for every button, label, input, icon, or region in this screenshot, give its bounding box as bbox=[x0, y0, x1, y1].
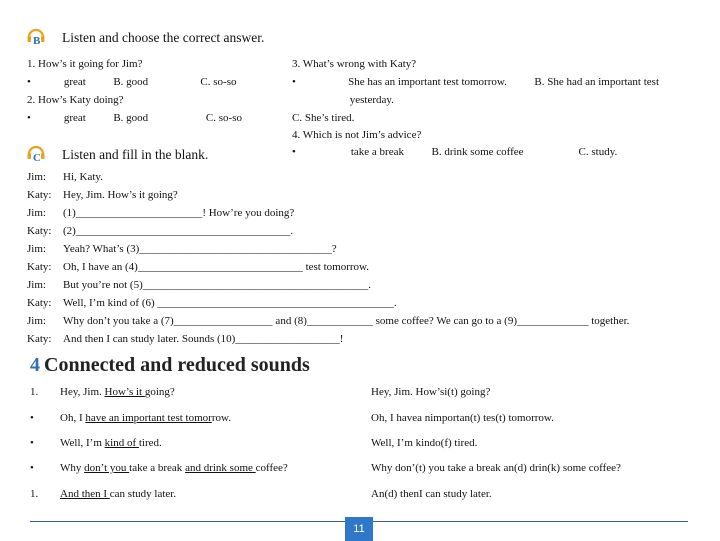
page-number: 11 bbox=[345, 517, 373, 541]
full-sentence bbox=[60, 462, 288, 474]
dialogue-speaker: Jim: bbox=[27, 315, 46, 327]
question-line: yesterday. bbox=[292, 94, 394, 106]
dialogue-line: Yeah? What’s (3)___________________________________? bbox=[63, 243, 337, 255]
question-line: 3. What’s wrong with Katy? bbox=[292, 58, 417, 70]
section-c-title: Listen and fill in the blank. bbox=[62, 147, 209, 162]
reduced-sentence: An(d) thenI can study later. bbox=[371, 488, 492, 500]
sentence-segment: take a break bbox=[129, 462, 186, 474]
dialogue-speaker: Jim: bbox=[27, 171, 46, 183]
question-line: 2. How’s Katy doing? bbox=[27, 94, 124, 106]
question-line: • great B. good C. so-so bbox=[27, 112, 242, 124]
row-bullet: • bbox=[30, 412, 34, 424]
dialogue-speaker: Katy: bbox=[27, 261, 52, 273]
sentence-segment: Well, I’m bbox=[60, 437, 105, 449]
full-sentence bbox=[60, 437, 162, 449]
underlined-segment: and drink some bbox=[185, 462, 256, 474]
row-bullet: • bbox=[30, 462, 34, 474]
section-b-badge: B bbox=[33, 35, 41, 47]
dialogue-line: Oh, I have an (4)______________________________ test tomorrow. bbox=[63, 261, 370, 273]
dialogue-speaker: Jim: bbox=[27, 243, 46, 255]
reduced-sentence: Oh, I havea nimportan(t) tes(t) tomorrow. bbox=[371, 412, 554, 424]
full-sentence bbox=[60, 412, 231, 424]
dialogue-line: But you’re not (5)_________________________________________. bbox=[63, 279, 371, 291]
row-bullet: 1. bbox=[30, 488, 39, 500]
dialogue-speaker: Katy: bbox=[27, 189, 52, 201]
dialogue-speaker: Katy: bbox=[27, 225, 52, 237]
underlined-segment: kind of bbox=[104, 437, 139, 449]
sentence-segment: coffee? bbox=[255, 462, 288, 474]
dialogue-line: Why don’t you take a (7)__________________ and (8)____________ some coffee? We can go to a (9)_____________ together. bbox=[63, 315, 630, 327]
sentence-segment: tired. bbox=[138, 437, 162, 449]
sentence-segment: Hey, Jim. bbox=[60, 386, 105, 398]
full-sentence bbox=[60, 488, 176, 500]
row-bullet: 1. bbox=[30, 386, 39, 398]
sentence-segment: going? bbox=[144, 386, 175, 398]
question-line: • She has an important test tomorrow. B. She had an important test bbox=[292, 76, 660, 88]
section-b-title: Listen and choose the correct answer. bbox=[62, 30, 265, 45]
sentence-segment: can study later. bbox=[109, 488, 177, 500]
underlined-segment: How’s it bbox=[104, 386, 145, 398]
dialogue-speaker: Katy: bbox=[27, 333, 52, 345]
question-line: 1. How’s it going for Jim? bbox=[27, 58, 143, 70]
section-4-number: 4 bbox=[30, 354, 40, 376]
dialogue-line: Hey, Jim. How’s it going? bbox=[63, 189, 178, 201]
row-bullet: • bbox=[30, 437, 34, 449]
dialogue-line: Hi, Katy. bbox=[63, 171, 103, 183]
question-line: • take a break B. drink some coffee C. study. bbox=[292, 146, 618, 158]
question-line: 4. Which is not Jim’s advice? bbox=[292, 129, 422, 141]
sentence-segment: row. bbox=[211, 412, 231, 424]
reduced-sentence: Well, I’m kindo(f) tired. bbox=[371, 437, 478, 449]
dialogue-line: Well, I’m kind of (6) ___________________________________________. bbox=[63, 297, 397, 309]
section-c-badge: C bbox=[33, 152, 41, 164]
underlined-segment: And then I bbox=[60, 488, 110, 500]
dialogue-speaker: Jim: bbox=[27, 207, 46, 219]
dialogue-line: And then I can study later. Sounds (10)___________________! bbox=[63, 333, 344, 345]
full-sentence bbox=[60, 386, 175, 398]
dialogue-speaker: Katy: bbox=[27, 297, 52, 309]
question-line: C. She’s tired. bbox=[292, 112, 355, 124]
dialogue-speaker: Jim: bbox=[27, 279, 46, 291]
sentence-segment: Why bbox=[60, 462, 85, 474]
section-4-title: Connected and reduced sounds bbox=[44, 354, 310, 376]
reduced-sentence: Hey, Jim. How’si(t) going? bbox=[371, 386, 491, 398]
underlined-segment: don’t you bbox=[84, 462, 130, 474]
reduced-sentence: Why don’(t) you take a break an(d) drin(k) some coffee? bbox=[371, 462, 621, 474]
question-line: • great B. good C. so-so bbox=[27, 76, 237, 88]
section-4-heading bbox=[30, 354, 310, 377]
dialogue-line: (2)_______________________________________. bbox=[63, 225, 294, 237]
dialogue-line: (1)_______________________! How’re you doing? bbox=[63, 207, 295, 219]
underlined-segment: have an important test tomor bbox=[85, 412, 212, 424]
sentence-segment: Oh, I bbox=[60, 412, 86, 424]
